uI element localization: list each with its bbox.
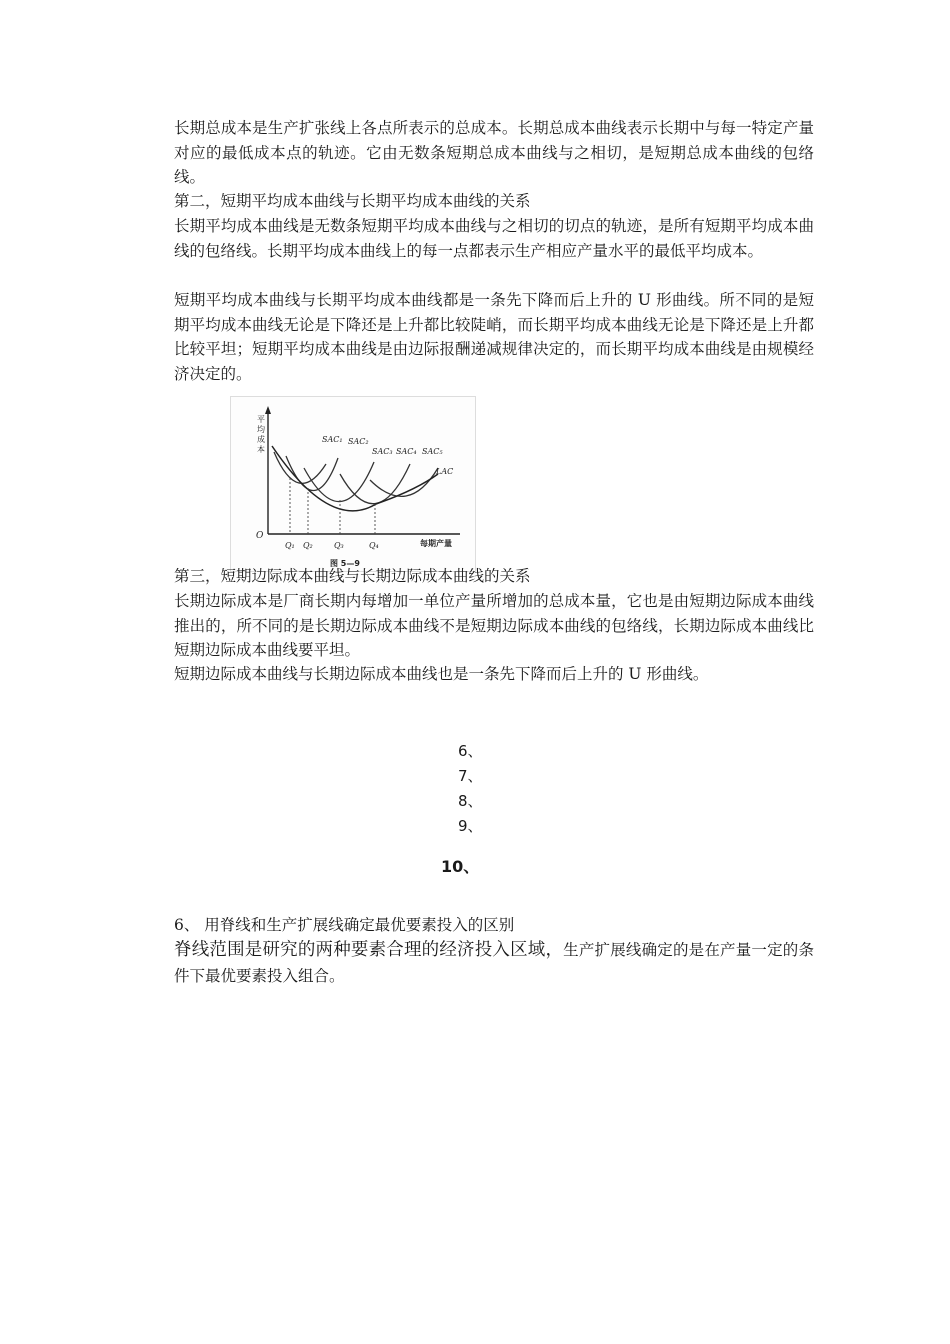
sac3-label: SAC₃ bbox=[372, 447, 393, 456]
y-axis-label-2: 均 bbox=[257, 425, 265, 434]
list-number-6: 6、 bbox=[458, 742, 483, 760]
q1-label: Q₁ bbox=[285, 541, 295, 550]
list-number-9: 9、 bbox=[458, 817, 483, 835]
paragraph-long-run-average-cost: 长期平均成本曲线是无数条短期平均成本曲线与之相切的切点的轨迹，是所有短期平均成本曲线的包络线。长期平均成本曲线上的每一点都表示生产相应产量水平的最低平均成本。 bbox=[174, 217, 814, 260]
lac-label: LAC bbox=[436, 467, 454, 476]
paragraph-u-shape-comparison: 短期平均成本曲线与长期平均成本曲线都是一条先下降而后上升的 U 形曲线。所不同的是短期平均成本曲线无论是下降还是上升都比较陡峭，而长期平均成本曲线无论是下降还是上升都比较平坦；短期平均成本曲线是由边际报酬递减规律决定的，而长期平均成本曲线是由规模经济决定的。 bbox=[174, 291, 814, 383]
sac5-label: SAC₅ bbox=[422, 447, 443, 456]
section6-body bbox=[174, 937, 814, 989]
list-number-10: 10、 bbox=[441, 857, 480, 876]
sac2-label: SAC₂ bbox=[348, 437, 369, 446]
figure-caption: 图 5—9 bbox=[330, 559, 360, 568]
heading-third: 第三，短期边际成本曲线与长期边际成本曲线的关系 bbox=[174, 567, 531, 585]
origin-label: O bbox=[256, 531, 264, 541]
x-axis-label: 每期产量 bbox=[420, 539, 452, 548]
paragraph-marginal-u-shape: 短期边际成本曲线与长期边际成本曲线也是一条先下降而后上升的 U 形曲线。 bbox=[174, 665, 709, 683]
paragraph-long-run-total-cost: 长期总成本是生产扩张线上各点所表示的总成本。长期总成本曲线表示长期中与每一特定产量对应的最低成本点的轨迹。它由无数条短期总成本曲线与之相切，是短期总成本曲线的包络线。 bbox=[174, 119, 814, 186]
q4-label: Q₄ bbox=[369, 541, 379, 550]
y-axis-label-3: 成 bbox=[257, 435, 265, 444]
list-number-8: 8、 bbox=[458, 792, 483, 810]
y-axis-label-4: 本 bbox=[257, 445, 265, 454]
section6-body-large: 脊线范围是研究的两种要素合理的经济投入区域， bbox=[174, 940, 564, 960]
section6-body-small: 生产扩展线确定的是在产量一定的条件下最优要素投入组合。 bbox=[174, 941, 814, 985]
y-axis-label-1: 平 bbox=[257, 415, 265, 424]
q2-label: Q₂ bbox=[303, 541, 313, 550]
sac4-label: SAC₄ bbox=[396, 447, 417, 456]
cost-curves-figure bbox=[230, 396, 476, 572]
heading-second: 第二，短期平均成本曲线与长期平均成本曲线的关系 bbox=[174, 192, 531, 210]
section6-heading: 6、 用脊线和生产扩展线确定最优要素投入的区别 bbox=[174, 916, 515, 934]
sac1-label: SAC₁ bbox=[322, 435, 343, 444]
list-number-7: 7、 bbox=[458, 767, 483, 785]
cost-curves-diagram bbox=[230, 396, 476, 572]
q3-label: Q₃ bbox=[334, 541, 344, 550]
paragraph-long-run-marginal-cost: 长期边际成本是厂商长期内每增加一单位产量所增加的总成本量，它也是由短期边际成本曲线推出的，所不同的是长期边际成本曲线不是短期边际成本曲线的包络线，长期边际成本曲线比短期边际成本曲线要平坦。 bbox=[174, 592, 814, 659]
